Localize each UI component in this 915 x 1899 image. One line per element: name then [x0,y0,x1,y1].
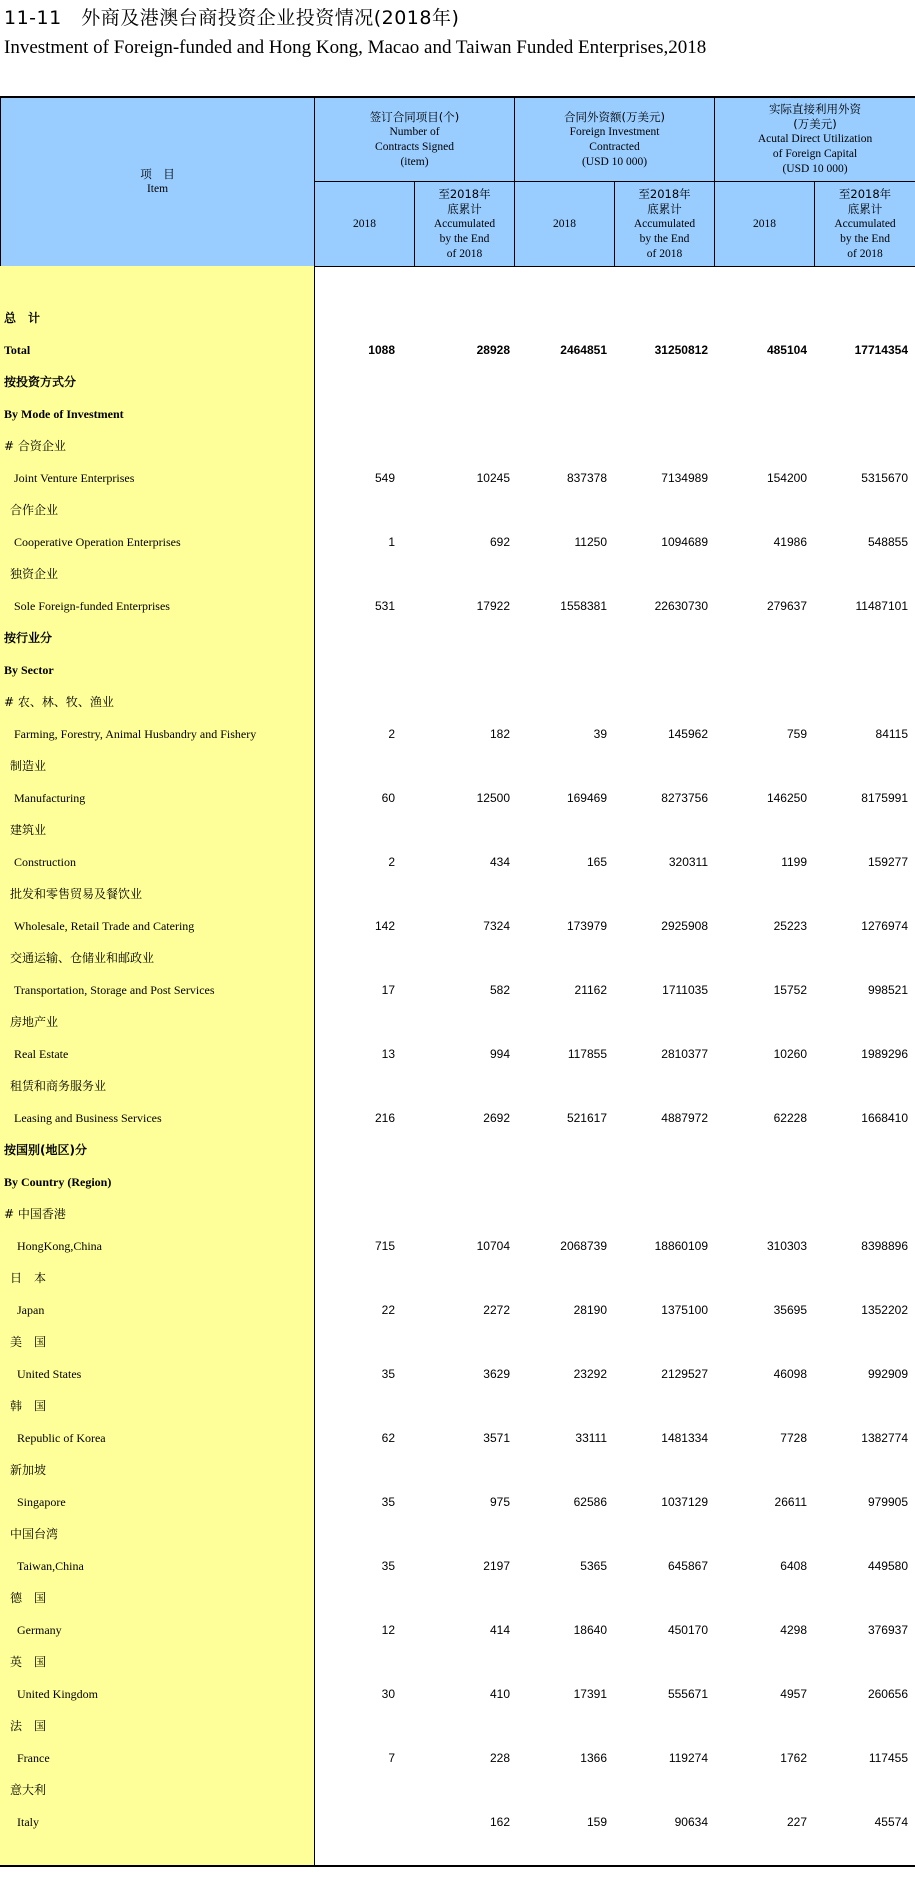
row-value: 992909 [867,1367,908,1381]
row-value: 320311 [668,855,708,869]
row-label: Cooperative Operation Enterprises [14,535,181,549]
row-value: 1382774 [861,1431,908,1445]
row-label: 租赁和商务服务业 [10,1079,107,1093]
row-label: Farming, Forestry, Animal Husbandry and Fishery [14,727,257,741]
row-value: 15752 [773,983,807,997]
table-row [0,1140,915,1160]
table-row [0,980,915,1000]
row-value: 22630730 [654,599,708,613]
bottom-rule [0,1865,915,1867]
header-year-cell: 2018 [515,182,615,267]
row-value: 162 [489,1815,510,1829]
row-value: 260656 [867,1687,908,1701]
row-label: France [17,1751,50,1765]
row-label: By Sector [4,663,54,677]
row-value: 228 [489,1751,510,1765]
row-label: By Country (Region) [4,1175,112,1189]
row-label: Republic of Korea [17,1431,106,1445]
row-label: 按投资方式分 [4,375,77,389]
column-header [0,97,915,267]
table-row [0,1108,915,1128]
row-value: 3629 [483,1367,510,1381]
table-row [0,404,915,424]
row-label: United States [17,1367,82,1381]
table-row [0,1780,915,1800]
row-value: 216 [374,1111,395,1125]
header-item-zh: 项 目 [140,167,175,181]
row-label: 房地产业 [10,1015,59,1029]
row-value: 4887972 [661,1111,708,1125]
row-label: 意大利 [10,1783,47,1797]
row-value: 7324 [483,919,510,933]
row-value: 2129527 [661,1367,708,1381]
row-value: 10704 [476,1239,510,1253]
row-label: 美 国 [10,1335,47,1349]
row-value: 154200 [766,471,807,485]
row-label: 法 国 [10,1719,47,1733]
row-label: Total [4,343,31,357]
row-value: 10260 [773,1047,807,1061]
row-value: 1668410 [861,1111,908,1125]
row-value: 2068739 [560,1239,607,1253]
row-label: 建筑业 [10,823,47,837]
table-row [0,596,915,616]
row-value: 28190 [573,1303,607,1317]
row-value: 22 [381,1303,395,1317]
row-value: 6408 [780,1559,807,1573]
table-row [0,1332,915,1352]
row-value: 26611 [774,1495,807,1509]
row-value: 279637 [766,599,807,613]
row-value: 2 [388,855,395,869]
table-row [0,1556,915,1576]
row-label: 中国台湾 [10,1527,59,1541]
row-value: 46098 [773,1367,807,1381]
row-label: Construction [14,855,76,869]
row-value: 5365 [580,1559,607,1573]
row-value: 310303 [766,1239,807,1253]
row-value: 41986 [773,535,807,549]
table-row [0,1684,915,1704]
table-row [0,1428,915,1448]
row-value: 39 [593,727,607,741]
row-value: 145962 [667,727,708,741]
table-title-chinese: 11-11 外商及港澳台商投资企业投资情况(2018年) [4,7,460,29]
row-value: 35 [381,1559,395,1573]
row-value: 376937 [867,1623,908,1637]
row-label: 新加坡 [10,1463,47,1477]
row-value: 25223 [773,919,807,933]
row-value: 33111 [575,1431,607,1445]
row-value: 979905 [867,1495,908,1509]
row-value: 12500 [476,791,510,805]
table-row [0,1300,915,1320]
row-value: 165 [586,855,607,869]
table-row [0,628,915,648]
row-value: 173979 [566,919,607,933]
row-value: 2272 [483,1303,510,1317]
row-value: 84115 [875,727,908,741]
row-label: Italy [17,1815,39,1829]
row-value: 5315670 [861,471,908,485]
row-value: 17714354 [854,343,908,357]
table-row [0,1652,915,1672]
table-row [0,948,915,968]
row-value: 2692 [483,1111,510,1125]
row-value: 549 [374,471,395,485]
row-value: 449580 [867,1559,908,1573]
table-row [0,1716,915,1736]
row-value: 62586 [573,1495,607,1509]
table-row [0,1236,915,1256]
table-row [0,372,915,392]
row-value: 414 [489,1623,510,1637]
row-value: 2464851 [560,343,607,357]
table-row [0,1268,915,1288]
row-value: 11487101 [855,599,908,613]
row-value: 1711035 [662,983,708,997]
row-value: 62228 [773,1111,807,1125]
row-value: 1558381 [560,599,607,613]
header-group-unit: (item) [400,155,429,168]
table-row [0,1748,915,1768]
table-row [0,820,915,840]
row-value: 2 [388,727,395,741]
row-value: 62 [381,1431,395,1445]
header-group-en: of Foreign Capital [772,148,858,160]
table-row [0,916,915,936]
row-value: 3571 [483,1431,510,1445]
row-label: HongKong,China [17,1239,102,1253]
table-row [0,724,915,744]
row-label: Wholesale, Retail Trade and Catering [14,919,195,933]
row-value: 450170 [667,1623,708,1637]
header-accumulated-cell: 至2018年 底累计 Accumulated by the End of 2018 [615,182,715,267]
row-label: Real Estate [14,1047,69,1061]
row-label: Joint Venture Enterprises [14,471,135,485]
row-label: 英 国 [10,1655,47,1669]
row-value: 548855 [867,535,908,549]
row-value: 1037129 [661,1495,708,1509]
row-value: 1366 [580,1751,607,1765]
row-value: 4298 [780,1623,807,1637]
row-value: 485104 [766,343,807,357]
table-row [0,1396,915,1416]
row-value: 159 [586,1815,607,1829]
table-row [0,468,915,488]
header-group-zh: 合同外资额(万美元) [564,109,666,124]
row-label: Taiwan,China [17,1559,84,1573]
row-value: 18640 [573,1623,607,1637]
row-value: 994 [489,1047,510,1061]
table-row [0,1460,915,1480]
header-group-zh-unit: (万美元) [793,117,837,131]
row-label: Germany [17,1623,62,1637]
row-label: Sole Foreign-funded Enterprises [14,599,170,613]
table-title-english: Investment of Foreign-funded and Hong Kong, Macao and Taiwan Funded Enterprises,2018 [4,37,707,58]
table-row [0,788,915,808]
row-value: 434 [489,855,510,869]
row-label: 交通运输、仓储业和邮政业 [10,951,155,965]
header-contracts-signed [315,98,515,182]
row-value: 555671 [667,1687,708,1701]
table-row [0,532,915,552]
row-value: 30 [381,1687,395,1701]
row-value: 998521 [867,983,908,997]
row-value: 715 [374,1239,395,1253]
row-value: 31250812 [654,343,708,357]
row-label: # 中国香港 [4,1207,66,1221]
row-value: 531 [374,599,395,613]
row-label: 独资企业 [10,567,59,581]
table-row [0,884,915,904]
row-value: 227 [786,1815,807,1829]
row-value: 45574 [874,1815,908,1829]
row-value: 1199 [781,855,807,869]
row-value: 18860109 [654,1239,708,1253]
row-value: 2810377 [661,1047,708,1061]
row-value: 8398896 [861,1239,908,1253]
row-label: Leasing and Business Services [14,1111,162,1125]
table-row [0,1172,915,1192]
table-row [0,756,915,776]
row-label: 德 国 [10,1591,47,1605]
row-label: By Mode of Investment [4,407,124,421]
row-value: 35 [381,1367,395,1381]
row-value: 28928 [476,343,510,357]
table-row [0,1076,915,1096]
row-label: # 合资企业 [4,439,66,453]
row-value: 117455 [868,1751,908,1765]
table-row [0,500,915,520]
row-value: 975 [489,1495,510,1509]
row-value: 13 [381,1047,395,1061]
row-value: 2197 [483,1559,510,1573]
row-value: 17922 [476,599,510,613]
header-group-en: Contracts Signed [375,140,454,153]
header-group-zh: 实际直接利用外资 [769,102,862,116]
row-label: 制造业 [10,759,47,773]
row-value: 169469 [566,791,607,805]
row-value: 1762 [780,1751,807,1765]
header-accumulated-cell: 至2018年 底累计 Accumulated by the End of 2018 [815,182,915,267]
header-group-en: Number of [389,125,440,138]
header-group-unit: (USD 10 000) [782,163,848,175]
row-value: 692 [489,535,510,549]
row-value: 35695 [773,1303,807,1317]
row-value: 1375100 [661,1303,708,1317]
row-value: 12 [381,1623,395,1637]
row-value: 1352202 [861,1303,908,1317]
row-label: 批发和零售贸易及餐饮业 [10,887,143,901]
row-value: 8175991 [861,791,908,805]
header-investment-contracted [515,98,715,182]
row-value: 119274 [668,1751,708,1765]
row-value: 1481334 [661,1431,708,1445]
row-label: 总 计 [4,311,41,325]
row-value: 17 [381,983,395,997]
header-year-cell: 2018 [315,182,415,267]
table-row [0,308,915,328]
row-value: 2925908 [661,919,708,933]
header-group-en: Foreign Investment [569,125,660,138]
row-value: 182 [489,727,510,741]
table-row [0,436,915,456]
header-item-en: Item [146,183,169,195]
row-label: United Kingdom [17,1687,98,1701]
row-value: 1094689 [661,535,708,549]
header-group-en: Acutal Direct Utilization [757,133,873,145]
row-label: 合作企业 [10,503,59,517]
row-value: 146250 [766,791,807,805]
row-value: 60 [381,791,395,805]
row-value: 759 [786,727,807,741]
row-value: 582 [489,983,510,997]
table-row [0,1620,915,1640]
header-actual-utilization [715,98,915,182]
table-row [0,1044,915,1064]
row-value: 7 [388,1751,395,1765]
row-label: 日 本 [10,1271,47,1285]
table-row [0,564,915,584]
header-group-unit: (USD 10 000) [581,155,648,168]
row-label: Japan [17,1303,45,1317]
table-row [0,1524,915,1544]
table-row [0,1012,915,1032]
row-value: 90634 [674,1815,708,1829]
row-value: 8273756 [661,791,708,805]
table-row [0,340,915,360]
header-year-cell: 2018 [715,182,815,267]
row-value: 17391 [573,1687,607,1701]
header-accumulated-cell: 至2018年 底累计 Accumulated by the End of 2018 [415,182,515,267]
row-value: 35 [381,1495,395,1509]
table-row [0,692,915,712]
table-row [0,852,915,872]
row-label: 按行业分 [4,631,53,645]
row-value: 21162 [574,983,607,997]
table-row [0,1364,915,1384]
row-value: 1088 [368,343,395,357]
row-label: # 农、林、牧、渔业 [4,695,114,709]
row-label: Singapore [17,1495,66,1509]
row-label: Manufacturing [14,791,86,805]
header-group-en: Contracted [589,140,640,153]
header-group-zh: 签订合同项目(个) [369,109,460,124]
table-row [0,1204,915,1224]
row-value: 1276974 [861,919,908,933]
row-value: 11250 [574,535,607,549]
table-row [0,660,915,680]
row-value: 410 [489,1687,510,1701]
row-value: 521617 [566,1111,607,1125]
row-value: 1989296 [861,1047,908,1061]
row-value: 7134989 [661,471,708,485]
row-value: 10245 [476,471,510,485]
row-value: 7728 [780,1431,807,1445]
table-row [0,1588,915,1608]
table-row [0,1492,915,1512]
row-label: 韩 国 [10,1399,47,1413]
table-row [0,1812,915,1832]
row-value: 117855 [567,1047,607,1061]
header-item [1,98,315,267]
row-value: 1 [388,535,395,549]
row-label: Transportation, Storage and Post Services [14,983,215,997]
row-value: 645867 [667,1559,708,1573]
row-value: 4957 [780,1687,807,1701]
row-value: 837378 [566,471,607,485]
row-value: 159277 [867,855,908,869]
row-value: 23292 [573,1367,607,1381]
row-label: 按国别(地区)分 [4,1143,87,1157]
row-value: 142 [374,919,395,933]
